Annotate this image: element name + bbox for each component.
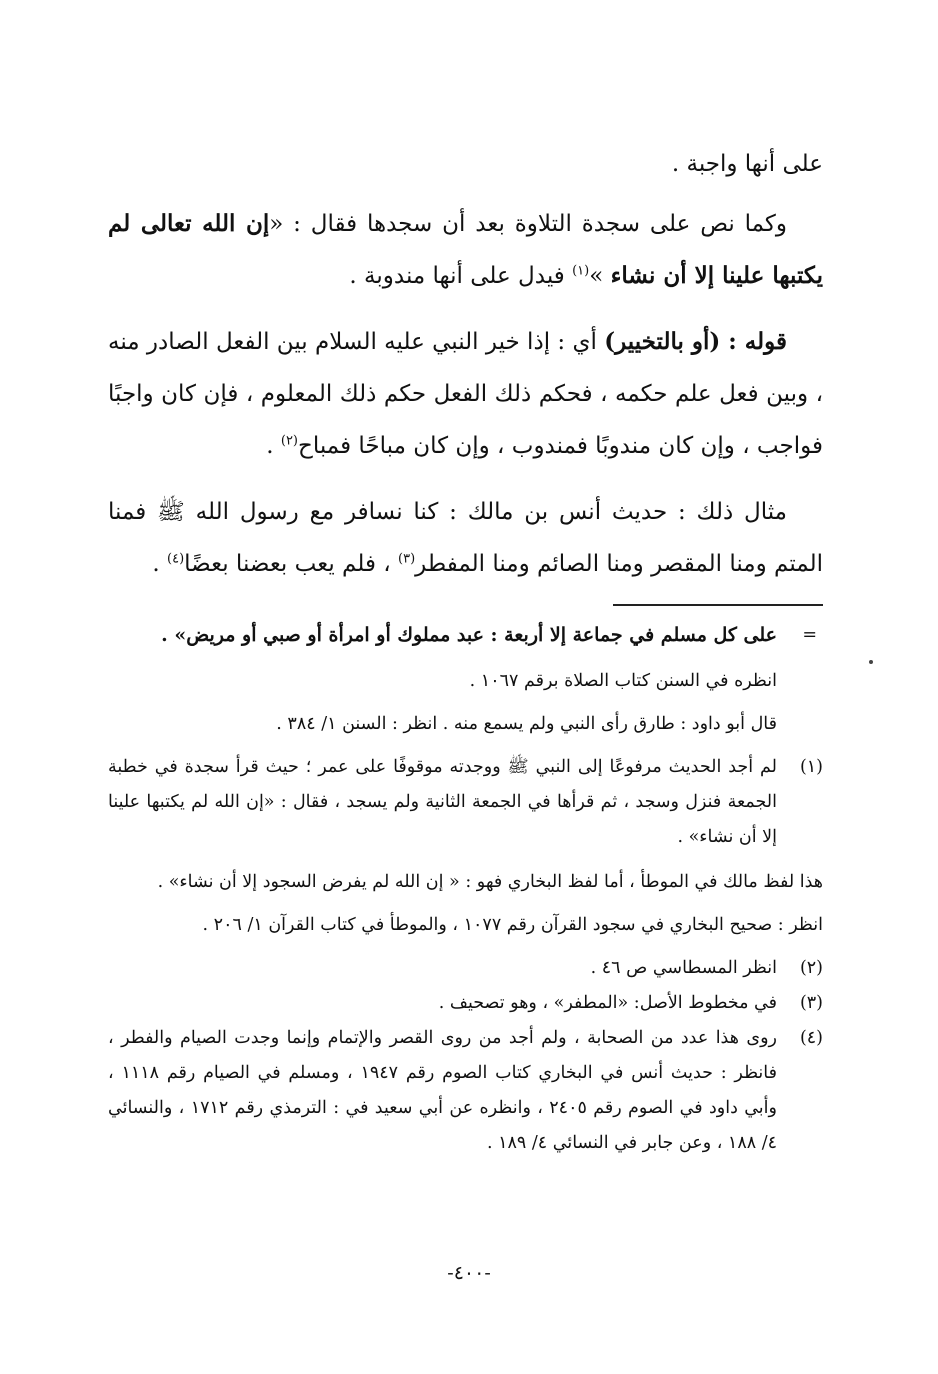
body-paragraph-3 <box>108 316 823 472</box>
body-text: . <box>152 551 168 577</box>
footnote-number: (٣) <box>799 993 823 1013</box>
continuation-mark: = <box>802 625 817 645</box>
footnote-number: (١) <box>799 757 823 777</box>
commentary-lemma: قوله : (أو بالتخيير) <box>604 328 788 355</box>
body-text: ، فلم يعب بعضنا بعضًا <box>184 551 398 577</box>
footnote-text: انظره في السنن كتاب الصلاة برقم ١٠٦٧ . <box>469 671 777 691</box>
body-paragraph-4 <box>108 486 823 590</box>
footnote-number: (٢) <box>799 958 823 978</box>
footnote-text: روى هذا عدد من الصحابة ، ولم أجد من روى القصر والإتمام وإنما وجدت الصيام والفطر ، فانظر : حديث أنس في البخاري كتاب الصوم رقم ١٩٤٧ ، ومسلم في الصيام رقم ١١١٨ ، وأبي داود في الصوم رقم ٢٤٠٥ ، وانظره عن أبي سعيد في : الترمذي رقم ١٧١٢ ، والنسائي ٤/ ١٨٨ ، وعن جابر في النسائي ٤/ ١٨٩ . <box>108 1028 777 1153</box>
footnote-ref-4[interactable]: (٤) <box>167 551 185 567</box>
footnote-1 <box>108 750 823 855</box>
page-number: -٤٠٠- <box>447 1262 491 1284</box>
footnote-4 <box>108 1021 823 1161</box>
body-text: على أنها واجبة . <box>671 151 823 177</box>
body-paragraph-1 <box>108 138 823 190</box>
body-paragraph-2 <box>108 198 823 302</box>
footnote-text: انظر المسطاسي ص ٤٦ . <box>590 958 777 978</box>
footnote-separator <box>613 604 823 606</box>
body-text: » <box>589 263 611 289</box>
body-text: أي : إذا خير النبي عليه السلام بين الفعل الصادر منه ، وبين فعل علم حكمه ، فحكم ذلك الفعل حكم ذلك المعلوم ، فإن كان واجبًا فواجب ، وإن كان مندوبًا فمندوب ، وإن كان مباحًا فمباح <box>108 329 823 459</box>
footnote-2 <box>108 951 823 986</box>
body-text: مثال ذلك : حديث أنس بن مالك : كنا نسافر مع رسول الله ﷺ فمنا المتم ومنا المقصر ومنا الصائم ومنا المفطر <box>108 499 823 577</box>
footnote-text: في مخطوط الأصل: «المطفر» ، وهو تصحيف . <box>438 993 777 1013</box>
footnote-ref-2[interactable]: (٢) <box>280 433 298 449</box>
footnote-text: على كل مسلم في جماعة إلا أربعة : عبد مملوك أو امرأة أو صبي أو مريض» . <box>161 624 777 646</box>
footnote-number: (٤) <box>799 1028 823 1048</box>
footnote-text: قال أبو داود : طارق رأى النبي ولم يسمع منه . انظر : السنن ١/ ٣٨٤ . <box>276 714 777 734</box>
quoted-hadith: إن الله تعالى لم يكتبها علينا إلا أن نشاء <box>108 210 823 289</box>
footnote-3 <box>108 986 823 1021</box>
footnote-text: لم أجد الحديث مرفوعًا إلى النبي ﷺ ووجدته موقوفًا على عمر ؛ حيث قرأ سجدة في خطبة الجمعة فنزل وسجد ، ثم قرأها في الجمعة الثانية ولم يسجد ، فقال : «إن الله لم يكتبها علينا إلا أن نشاء» . <box>108 757 777 847</box>
body-text: وكما نص على سجدة التلاوة بعد أن سجدها فقال : « <box>269 211 787 237</box>
scan-speck <box>869 660 873 664</box>
footnote-continued <box>108 618 823 654</box>
footnote-text: هذا لفظ مالك في الموطأ ، أما لفظ البخاري فهو : « إن الله لم يفرض السجود إلا أن نشاء» . <box>157 872 823 892</box>
footnote-ref-1[interactable]: (١) <box>572 263 590 279</box>
footnote-ref-3[interactable]: (٣) <box>398 551 416 567</box>
footnote-text: انظر : صحيح البخاري في سجود القرآن رقم ١٠٧٧ ، والموطأ في كتاب القرآن ١/ ٢٠٦ . <box>202 915 823 935</box>
page-content <box>108 138 823 1171</box>
body-text: . <box>266 433 281 459</box>
body-text: فيدل على أنها مندوبة . <box>349 263 573 289</box>
